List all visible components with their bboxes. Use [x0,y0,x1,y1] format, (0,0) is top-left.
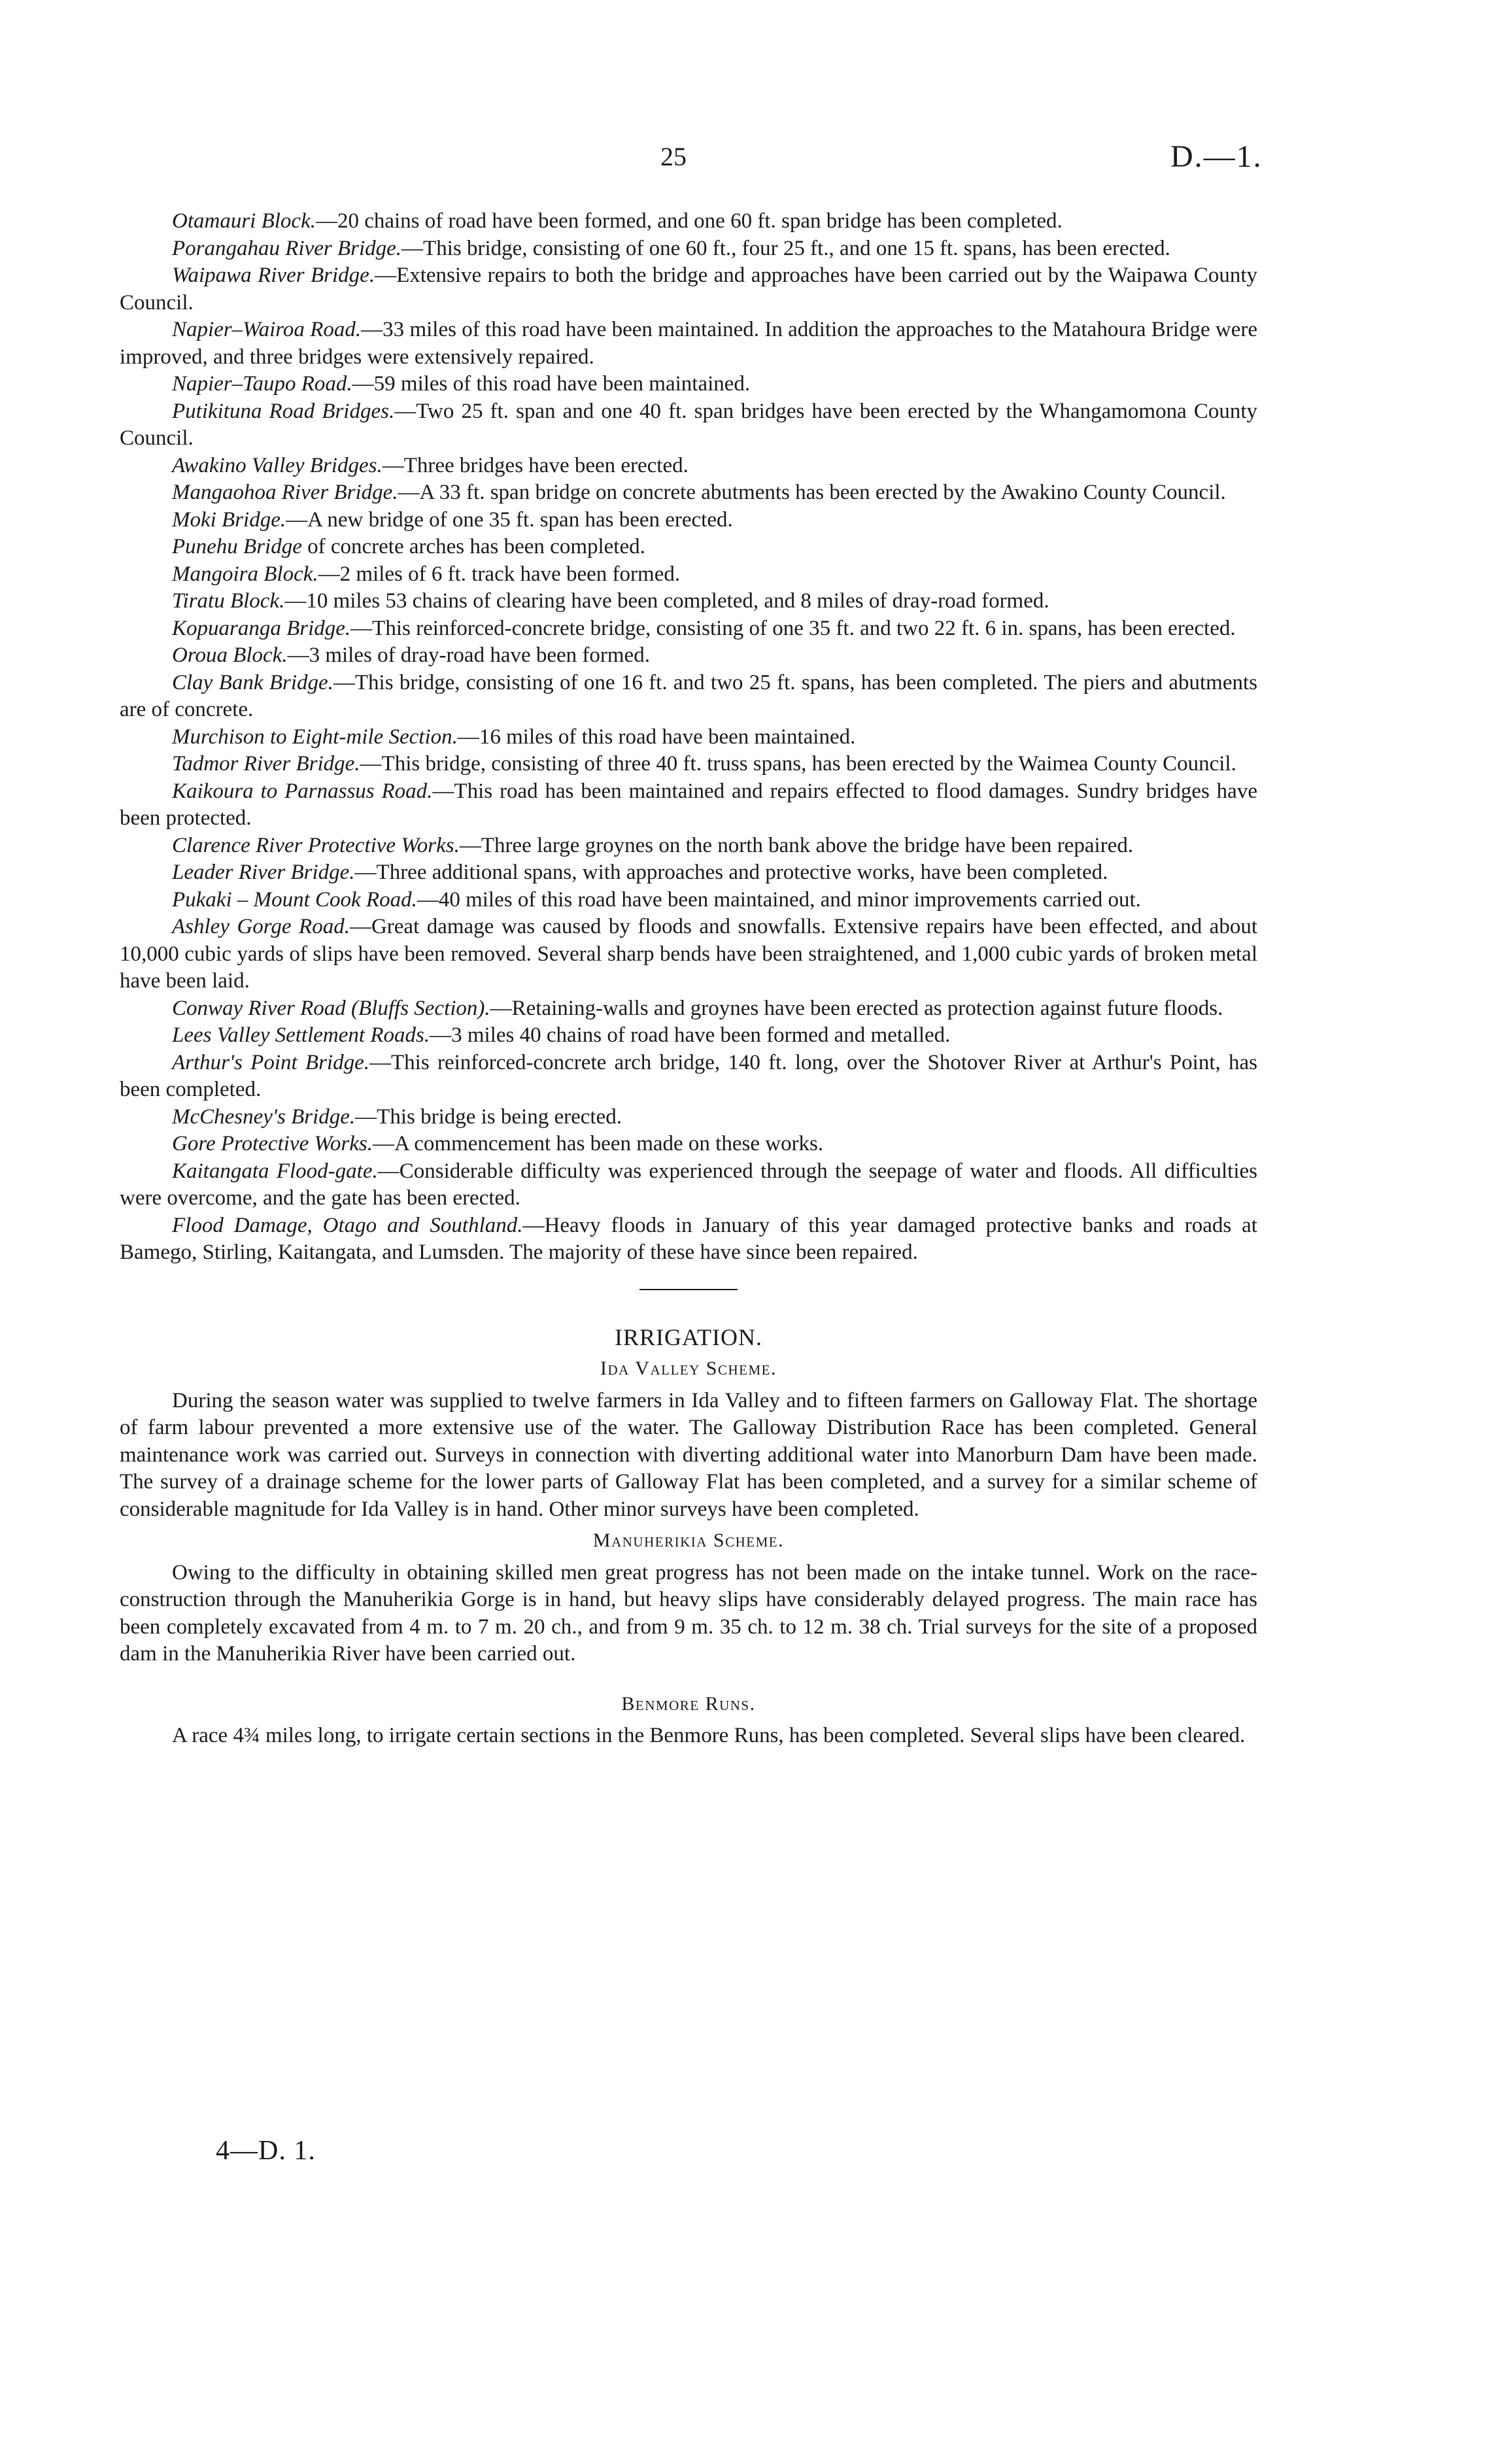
entry-text: —Two 25 ft. span and one 40 ft. span bridges have been erected by the Whangamomona County Council. [120,399,1258,450]
report-entry [120,887,1257,914]
entry-text: —Three large groynes on the north bank above the bridge have been repaired. [459,833,1134,857]
entry-title: Gore Protective Works. [172,1132,373,1155]
entry-title: Tiratu Block. [172,589,285,613]
entry-title: Leader River Bridge. [172,861,355,884]
report-entry [120,561,1257,589]
entry-text: —This reinforced-concrete bridge, consisting of one 35 ft. and two 22 ft. 6 in. spans, has been erected. [350,616,1236,640]
entry-text: —40 miles of this road have been maintained, and minor improvements carried out. [417,887,1141,912]
report-entry [120,1050,1257,1104]
entry-text: —Considerable difficulty was experienced through the seepage of water and floods. All difficulties were overcome, and the gate has been erected. [120,1159,1257,1210]
entry-title: Tadmor River Bridge. [172,752,360,776]
entry-text: —Heavy floods in January of this year damaged protective banks and roads at Bamego, Stirling, Kaitangata, and Lumsden. The majority of these have since been repaired. [120,1213,1257,1264]
report-entry [120,534,1257,561]
report-entry [120,778,1257,832]
report-entry [120,724,1257,751]
entry-text: —A 33 ft. span bridge on concrete abutments has been erected by the Awakino County Council. [398,481,1226,504]
entry-title: Conway River Road (Bluffs Section). [172,996,490,1020]
entry-title: Kaitangata Flood-gate. [172,1159,378,1183]
entry-title: Pukaki – Mount Cook Road. [172,887,417,912]
entry-text: —This road has been maintained and repairs effected to flood damages. Sundry bridges have been protected. [120,779,1257,830]
entry-title: Clarence River Protective Works. [172,833,460,857]
section-divider [639,1289,738,1290]
report-entry [120,507,1257,534]
entry-text: —3 miles of dray-road have been formed. [287,643,650,667]
entry-title: Putikituna Road Bridges. [172,399,395,423]
scheme-heading-ida-valley: Ida Valley Scheme. [600,1358,777,1379]
entry-title: Awakino Valley Bridges. [172,453,383,477]
entry-text: —10 miles 53 chains of clearing have been completed, and 8 miles of dray-road formed. [284,589,1049,613]
entry-title: Murchison to Eight-mile Section. [172,725,458,749]
entry-title: Oroua Block. [172,643,288,667]
entry-title: Napier–Wairoa Road. [172,318,362,341]
entry-title: Clay Bank Bridge. [172,670,333,694]
entry-title: Mangoira Block. [172,562,318,586]
entry-text: of concrete arches has been completed. [301,535,645,558]
entry-text: —This bridge, consisting of three 40 ft. truss spans, has been erected by the Waimea County Council. [360,752,1236,776]
page-number: 25 [660,142,687,171]
entry-title: Waipawa River Bridge. [172,264,375,287]
report-entry [120,262,1257,317]
entry-text: —16 miles of this road have been maintained. [457,725,856,749]
document-code: D.—1. [1170,139,1263,174]
entry-text: —This reinforced-concrete arch bridge, 140 ft. long, over the Shotover River at Arthur's Point, has been completed. [120,1050,1257,1101]
report-entry [120,670,1257,724]
entry-text: —20 chains of road have been formed, and one 60 ft. span bridge has been completed. [315,209,1063,233]
report-entry [120,1022,1257,1050]
report-entry [120,453,1257,480]
entry-title: Ashley Gorge Road. [172,915,350,938]
entry-title: Arthur's Point Bridge. [172,1050,370,1074]
report-entry [120,995,1257,1023]
entry-title: Kopuaranga Bridge. [172,616,351,640]
entry-title: Mangaohoa River Bridge. [172,481,398,504]
report-entry [120,751,1257,778]
entry-text: —Retaining-walls and groynes have been erected as protection against future floods. [490,996,1223,1020]
entry-text: —This bridge, consisting of one 16 ft. and two 25 ft. spans, has been completed. The piers and abutments are of concrete. [120,670,1257,721]
entry-title: Kaikoura to Parnassus Road. [172,779,433,803]
report-entry [120,317,1257,371]
entry-text: —Extensive repairs to both the bridge and approaches have been carried out by the Waipawa County Council. [120,264,1257,315]
report-entry [120,398,1257,453]
report-entry [120,832,1257,860]
report-entry [120,588,1257,615]
report-entry [120,914,1257,995]
page-body [120,208,1257,1750]
scheme-text-benmore: A race 4¾ miles long, to irrigate certain sections in the Benmore Runs, has been completed. Several slips have been cleared. [172,1724,1246,1747]
entry-text: —A commencement has been made on these works. [373,1132,824,1155]
entry-text: —59 miles of this road have been maintained. [352,372,751,396]
entry-text: —Three bridges have been erected. [382,453,689,477]
report-entry [120,1131,1257,1158]
entry-text: —33 miles of this road have been maintained. In addition the approaches to the Matahoura Bridge were improved, and three bridges were extensively repaired. [120,318,1258,369]
scheme-text-manuherikia: Owing to the difficulty in obtaining skilled men great progress has not been made on the intake tunnel. Work on the race-construction through the Manuherikia Gorge is in hand, but heavy slips have considerably delayed progress. The main race has been completely excavated from 4 m. to 7 m. 20 ch., and from 9 m. 35 ch. to 12 m. 38 ch. Trial surveys for the site of a proposed dam in the Manuherikia River have been carried out. [120,1560,1257,1666]
report-entry [120,235,1257,263]
scheme-heading-benmore: Benmore Runs. [621,1692,756,1715]
entry-text: —Three additional spans, with approaches and protective works, have been completed. [354,861,1108,884]
entry-text: —3 miles 40 chains of road have been formed and metalled. [430,1023,951,1047]
report-entry [120,1212,1257,1267]
report-entries [120,208,1257,1267]
report-entry [120,642,1257,670]
entry-title: Lees Valley Settlement Roads. [172,1023,430,1047]
entry-title: Moki Bridge. [172,507,286,532]
entry-text: —This bridge, consisting of one 60 ft., four 25 ft., and one 15 ft. spans, has been erected. [401,236,1170,260]
entry-text: —Great damage was caused by floods and snowfalls. Extensive repairs have been effected, and about 10,000 cubic yards of slips have been removed. Several sharp bends have been straightened, and 1,000 cubic yards of broken metal have been laid. [120,915,1257,993]
entry-text: —A new bridge of one 35 ft. span has been erected. [286,507,733,532]
report-entry [120,859,1257,887]
report-entry [120,615,1257,643]
entry-text: —This bridge is being erected. [355,1104,622,1129]
scheme-text-ida-valley: During the season water was supplied to twelve farmers in Ida Valley and to fifteen farmers on Galloway Flat. The shortage of farm labour prevented a more extensive use of the water. The Galloway Distribution Race has been completed. General maintenance work was carried out. Surveys in connection with diverting additional water into Manorburn Dam have been made. The survey of a drainage scheme for the lower parts of Galloway Flat has been completed, and a survey for a similar scheme of considerable magnitude for Ida Valley is in hand. Other minor surveys have been completed. [120,1388,1257,1521]
entry-title: Otamauri Block. [172,209,316,233]
entry-title: Flood Damage, Otago and Southland. [172,1213,523,1237]
report-entry [120,479,1257,507]
entry-title: Porangahau River Bridge. [172,236,402,260]
entry-title: Napier–Taupo Road. [172,372,352,396]
report-entry [120,1104,1257,1131]
scheme-heading-manuherikia: Manuherikia Scheme. [592,1530,785,1551]
report-entry [120,208,1257,235]
signature-mark: 4—D. 1. [216,2136,316,2166]
entry-title: McChesney's Bridge. [172,1104,356,1129]
entry-text: —2 miles of 6 ft. track have been formed. [318,562,681,586]
report-entry [120,371,1257,398]
report-entry [120,1158,1257,1212]
entry-title: Punehu Bridge [172,535,302,558]
section-heading-irrigation: IRRIGATION. [615,1324,762,1350]
